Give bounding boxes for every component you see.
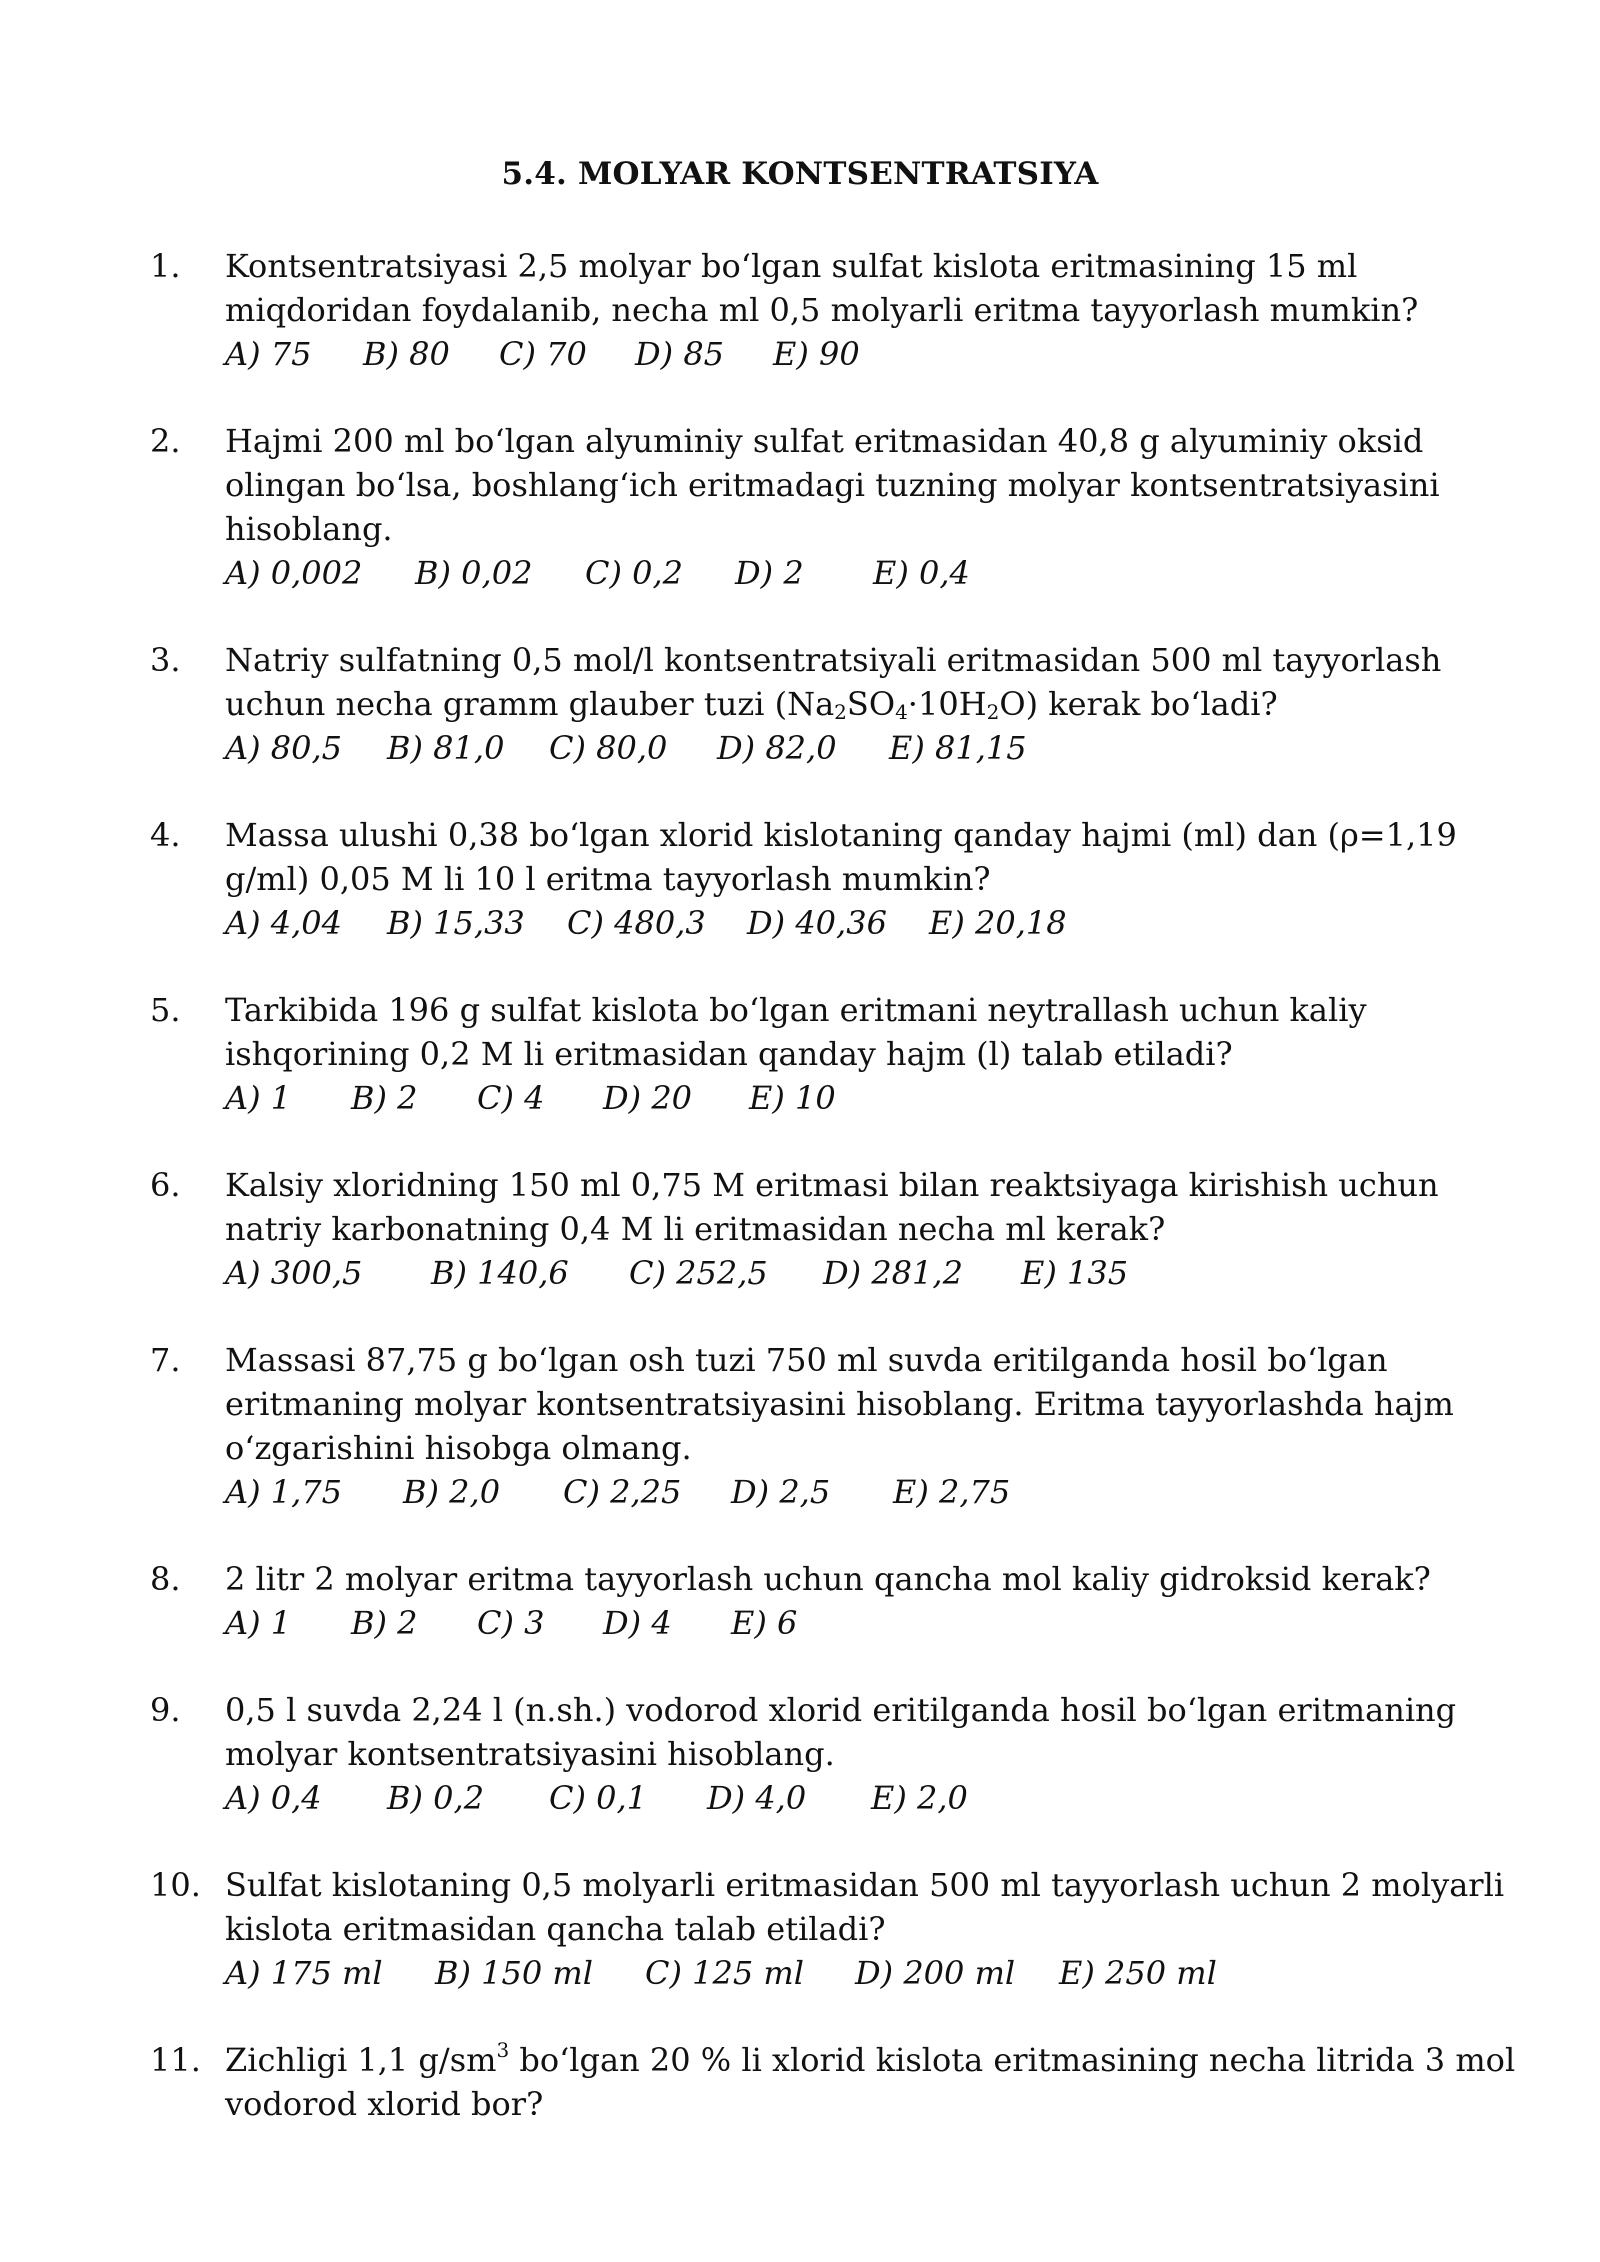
answer-option-e: E) 135 — [1021, 1254, 1129, 1292]
answer-option-d: D) 85 — [635, 335, 725, 373]
answer-option-c: C) 80,0 — [549, 729, 668, 767]
question-text: Hajmi 200 ml bo‘lgan alyuminiy sulfat eritmasidan 40,8 g alyuminiy oksid olingan bo‘lsa, boshlang‘ich eritmadagi tuzning molyar kontsentratsiyasini hisoblang. — [225, 422, 1440, 548]
question-text: Massa ulushi 0,38 bo‘lgan xlorid kislotaning qanday hajmi (ml) dan (ρ=1,19 g/ml) 0,05 M li 10 l eritma tayyorlash mumkin? — [225, 816, 1457, 898]
question-text: Massasi 87,75 g bo‘lgan osh tuzi 750 ml suvda eritilganda hosil bo‘lgan eritmaning molyar kontsentratsiyasini hisoblang. Eritma tayyorlashda hajm o‘zgarishini hisobga olmang. — [225, 1341, 1454, 1467]
answer-option-b: B) 140,6 — [431, 1254, 569, 1292]
question-1 — [0, 244, 1600, 376]
answer-option-c: C) 125 ml — [645, 1954, 804, 1992]
answer-option-d: D) 2 — [735, 554, 804, 592]
question-text: 2 litr 2 molyar eritma tayyorlash uchun qancha mol kaliy gidroksid kerak? — [225, 1560, 1431, 1598]
answer-option-e: E) 6 — [731, 1604, 798, 1642]
question-number: 1. — [150, 247, 181, 285]
answer-option-a: A) 4,04 — [225, 904, 343, 942]
answer-options — [225, 1776, 1525, 1820]
question-3 — [0, 638, 1600, 770]
answer-options — [225, 901, 1525, 945]
question-number: 2. — [150, 422, 181, 460]
question-number: 6. — [150, 1166, 181, 1204]
answer-options — [225, 551, 1525, 595]
question-text: Natriy sulfatning 0,5 mol/l kontsentratsiyali eritmasidan 500 ml tayyorlash uchun necha gramm glauber tuzi $(Na_2SO_4\cdot 10H_2O)$ kerak bo‘ladi? — [225, 641, 1442, 724]
answer-option-d: D) 20 — [603, 1079, 693, 1117]
answer-option-b: B) 15,33 — [387, 904, 525, 942]
answer-options — [225, 1251, 1525, 1295]
answer-option-b: B) 150 ml — [435, 1954, 593, 1992]
answer-option-e: E) 2,75 — [893, 1473, 1011, 1511]
question-number: 11. — [150, 2041, 201, 2079]
answer-option-c: C) 70 — [499, 335, 587, 373]
answer-option-e: E) 90 — [773, 335, 860, 373]
question-number: 7. — [150, 1341, 181, 1379]
answer-option-b: B) 81,0 — [387, 729, 505, 767]
question-9 — [0, 1688, 1600, 1820]
question-text: Sulfat kislotaning 0,5 molyarli eritmasidan 500 ml tayyorlash uchun 2 molyarli kislota eritmasidan qancha talab etiladi? — [225, 1866, 1505, 1948]
answer-option-b: B) 80 — [363, 335, 450, 373]
answer-option-e: E) 81,15 — [889, 729, 1027, 767]
answer-option-d: D) 281,2 — [823, 1254, 963, 1292]
answer-option-a: A) 300,5 — [225, 1254, 363, 1292]
answer-option-c: C) 0,1 — [549, 1779, 648, 1817]
question-text: 0,5 l suvda 2,24 l (n.sh.) vodorod xlorid eritilganda hosil bo‘lgan eritmaning molyar kontsentratsiyasini hisoblang. — [225, 1691, 1457, 1773]
question-10 — [0, 1863, 1600, 1995]
answer-option-a: A) 175 ml — [225, 1954, 383, 1992]
question-2 — [0, 419, 1600, 595]
answer-option-e: E) 20,18 — [929, 904, 1067, 942]
question-text: Zichligi 1,1 $g/sm^3$ bo‘lgan 20 % li xlorid kislota eritmasining necha litrida 3 mol vodorod xlorid bor? — [225, 2038, 1516, 2123]
answer-option-c: C) 252,5 — [629, 1254, 768, 1292]
answer-options — [225, 332, 1525, 376]
question-number: 3. — [150, 641, 181, 679]
question-list — [0, 244, 1600, 2169]
question-text: Kontsentratsiyasi 2,5 molyar bo‘lgan sulfat kislota eritmasining 15 ml miqdoridan foydalanib, necha ml 0,5 molyarli eritma tayyorlash mumkin? — [225, 247, 1419, 329]
question-number: 10. — [150, 1866, 201, 1904]
answer-option-a: A) 80,5 — [225, 729, 343, 767]
answer-option-d: D) 2,5 — [731, 1473, 831, 1511]
question-number: 8. — [150, 1560, 181, 1598]
answer-option-d: D) 200 ml — [855, 1954, 1016, 1992]
answer-option-e: E) 0,4 — [873, 554, 970, 592]
answer-option-c: C) 3 — [477, 1604, 545, 1642]
answer-option-b: B) 2,0 — [403, 1473, 501, 1511]
question-number: 9. — [150, 1691, 181, 1729]
answer-option-a: A) 0,4 — [225, 1779, 322, 1817]
answer-options — [225, 1951, 1525, 1995]
answer-option-a: A) 1 — [225, 1079, 292, 1117]
question-7 — [0, 1338, 1600, 1514]
answer-option-b: B) 2 — [351, 1604, 418, 1642]
answer-option-b: B) 0,02 — [415, 554, 533, 592]
answer-option-c: C) 480,3 — [567, 904, 706, 942]
answer-option-c: C) 0,2 — [585, 554, 684, 592]
page-title: 5.4. MOLYAR KONTSENTRATSIYA — [501, 156, 1099, 192]
answer-option-a: A) 1,75 — [225, 1473, 343, 1511]
answer-option-e: E) 2,0 — [871, 1779, 968, 1817]
answer-option-c: C) 2,25 — [563, 1473, 682, 1511]
answer-option-e: E) 10 — [749, 1079, 836, 1117]
answer-options — [225, 1601, 1525, 1645]
answer-option-d: D) 4,0 — [707, 1779, 807, 1817]
question-number: 4. — [150, 816, 181, 854]
question-text: Tarkibida 196 g sulfat kislota bo‘lgan eritmani neytrallash uchun kaliy ishqorining 0,2 M li eritmasidan qanday hajm (l) talab etiladi? — [225, 991, 1367, 1073]
answer-option-d: D) 40,36 — [747, 904, 887, 942]
question-11 — [0, 2038, 1600, 2126]
answer-option-a: A) 75 — [225, 335, 312, 373]
answer-option-e: E) 250 ml — [1059, 1954, 1217, 1992]
answer-options — [225, 726, 1525, 770]
answer-option-c: C) 4 — [477, 1079, 545, 1117]
answer-options — [225, 1076, 1525, 1120]
answer-option-b: B) 0,2 — [387, 1779, 485, 1817]
answer-option-b: B) 2 — [351, 1079, 418, 1117]
answer-option-d: D) 4 — [603, 1604, 672, 1642]
answer-options — [225, 1470, 1525, 1514]
question-6 — [0, 1163, 1600, 1295]
question-number: 5. — [150, 991, 181, 1029]
question-text: Kalsiy xloridning 150 ml 0,75 M eritmasi bilan reaktsiyaga kirishish uchun natriy karbonatning 0,4 M li eritmasidan necha ml kerak? — [225, 1166, 1439, 1248]
answer-option-a: A) 0,002 — [225, 554, 363, 592]
question-5 — [0, 988, 1600, 1120]
question-8 — [0, 1557, 1600, 1645]
answer-option-d: D) 82,0 — [717, 729, 837, 767]
answer-option-a: A) 1 — [225, 1604, 292, 1642]
question-4 — [0, 813, 1600, 945]
